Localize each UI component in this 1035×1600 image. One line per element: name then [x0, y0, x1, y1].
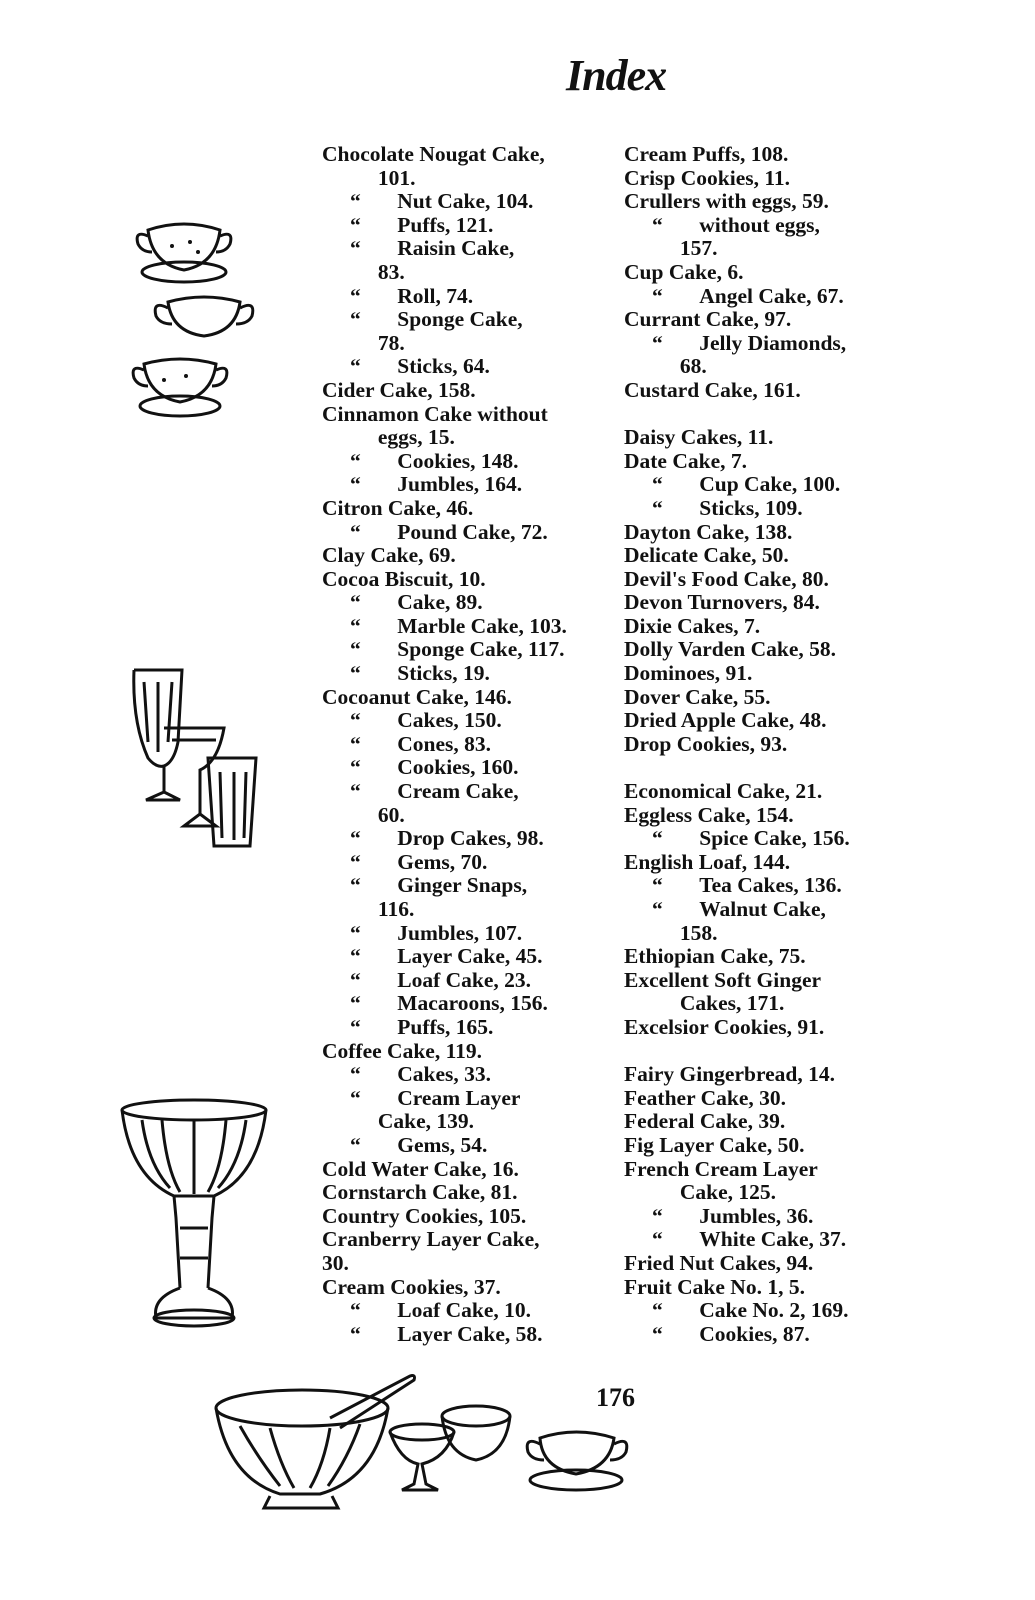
index-entry: [624, 1228, 904, 1252]
index-entry: [624, 355, 904, 379]
index-entry-text: 60.: [377, 802, 405, 827]
ditto-mark: “: [651, 212, 663, 237]
ditto-mark: “: [349, 873, 361, 898]
index-entry: [624, 1276, 904, 1300]
ditto-mark: “: [349, 236, 361, 261]
ditto-mark: “: [349, 731, 361, 756]
index-column-right: [624, 143, 904, 1346]
index-entry-text: Citron Cake, 46.: [322, 495, 474, 520]
index-entry-text: Jumbles, 36.: [699, 1203, 814, 1228]
index-entry-text: Date Cake, 7.: [624, 448, 748, 473]
ditto-mark: “: [349, 189, 361, 214]
index-entry: [624, 426, 904, 450]
index-entry: [624, 1299, 904, 1323]
index-entry-text: Cinnamon Cake without: [322, 401, 548, 426]
index-entry: [322, 1040, 602, 1064]
index-entry-text: Macaroons, 156.: [397, 991, 548, 1016]
index-entry-text: Custard Cake, 161.: [624, 377, 801, 402]
index-entry: [322, 308, 602, 332]
ditto-mark: “: [651, 472, 663, 497]
index-entry-text: Roll, 74.: [397, 283, 474, 308]
bowl-and-cups-illustration: [210, 1368, 640, 1516]
index-entry: [322, 450, 602, 474]
index-entry: [624, 308, 904, 332]
ditto-mark: “: [349, 1298, 361, 1323]
index-entry: [624, 874, 904, 898]
index-entry-text: Dover Cake, 55.: [624, 684, 771, 709]
index-entry-text: 101.: [377, 165, 416, 190]
ditto-mark: “: [349, 519, 361, 544]
ditto-mark: “: [349, 590, 361, 615]
index-entry: [624, 1158, 904, 1182]
index-entry-text: Angel Cake, 67.: [699, 283, 844, 308]
index-entry-text: Crisp Cookies, 11.: [624, 165, 791, 190]
index-entry-text: Drop Cookies, 93.: [624, 731, 788, 756]
index-entry: [624, 615, 904, 639]
index-entry: [624, 190, 904, 214]
index-entry: [624, 969, 904, 993]
index-entry: [322, 1016, 602, 1040]
index-entry-text: Jumbles, 107.: [397, 920, 523, 945]
index-entry-text: 83.: [377, 259, 405, 284]
ditto-mark: “: [651, 1298, 663, 1323]
index-entry: [322, 638, 602, 662]
index-entry-text: 30.: [322, 1250, 349, 1275]
ditto-mark: “: [349, 826, 361, 851]
index-entry: [624, 1181, 904, 1205]
ditto-mark: “: [349, 1062, 361, 1087]
index-entry-text: Puffs, 121.: [397, 212, 494, 237]
index-entry: [322, 733, 602, 757]
index-entry: [322, 874, 602, 898]
index-entry-text: Marble Cake, 103.: [397, 613, 567, 638]
index-entry-text: Cookies, 87.: [699, 1321, 810, 1346]
index-entry-text: Gems, 54.: [397, 1132, 488, 1157]
ditto-mark: “: [651, 1203, 663, 1228]
index-entry: [322, 237, 602, 261]
index-entry: [624, 945, 904, 969]
index-entry: [624, 992, 904, 1016]
index-entry: [322, 969, 602, 993]
index-entry-text: Cream Cookies, 37.: [322, 1274, 501, 1299]
index-entry-text: Economical Cake, 21.: [624, 779, 823, 804]
index-entry: [322, 332, 602, 356]
index-entry-text: Jelly Diamonds,: [699, 330, 847, 355]
letter-section-gap: [624, 756, 904, 780]
index-entry: [322, 1181, 602, 1205]
index-entry-text: Fried Nut Cakes, 94.: [624, 1250, 814, 1275]
teacups-illustration: [128, 212, 268, 437]
index-entry-text: Drop Cakes, 98.: [397, 826, 544, 851]
index-entry: [624, 285, 904, 309]
index-entry-text: 158.: [679, 920, 718, 945]
ditto-mark: “: [349, 613, 361, 638]
index-entry-text: Fairy Gingerbread, 14.: [624, 1062, 836, 1087]
ditto-mark: “: [349, 1014, 361, 1039]
letter-section-gap: [624, 403, 904, 427]
index-entry: [624, 1016, 904, 1040]
ditto-mark: “: [651, 330, 663, 355]
index-entry: [624, 591, 904, 615]
index-entry-text: Dried Apple Cake, 48.: [624, 708, 827, 733]
index-entry: [322, 827, 602, 851]
index-entry: [624, 544, 904, 568]
index-entry: [322, 1087, 602, 1111]
ditto-mark: “: [349, 212, 361, 237]
index-entry-text: Dixie Cakes, 7.: [624, 613, 761, 638]
index-entry-text: Jumbles, 164.: [397, 472, 523, 497]
index-entry-text: Sticks, 19.: [397, 661, 490, 686]
index-entry-text: Devil's Food Cake, 80.: [624, 566, 829, 591]
ditto-mark: “: [349, 991, 361, 1016]
index-entry: [624, 780, 904, 804]
index-column-left: [322, 143, 602, 1346]
page-title: Index: [566, 51, 667, 100]
index-entry: [624, 898, 904, 922]
ditto-mark: “: [651, 826, 663, 851]
index-entry-text: Chocolate Nougat Cake,: [322, 142, 545, 166]
index-entry-text: Cream Puffs, 108.: [624, 142, 789, 166]
index-entry: [322, 1158, 602, 1182]
index-entry-text: Cold Water Cake, 16.: [322, 1156, 519, 1181]
index-entry: [624, 521, 904, 545]
index-entry: [624, 237, 904, 261]
index-entry: [624, 1087, 904, 1111]
page-number: 176: [596, 1383, 635, 1412]
index-entry-text: Walnut Cake,: [699, 897, 826, 921]
index-entry: [322, 355, 602, 379]
index-entry-text: Coffee Cake, 119.: [322, 1038, 483, 1063]
index-entry: [322, 426, 602, 450]
ditto-mark: “: [651, 283, 663, 308]
index-entry: [322, 780, 602, 804]
index-entry: [322, 1134, 602, 1158]
index-entry-text: Cake, 125.: [679, 1180, 777, 1205]
index-entry: [322, 285, 602, 309]
ditto-mark: “: [349, 849, 361, 874]
index-entry-text: Cakes, 171.: [679, 991, 785, 1016]
index-entry-text: Raisin Cake,: [397, 236, 515, 261]
index-entry-text: without eggs,: [699, 212, 820, 237]
index-entry-text: Daisy Cakes, 11.: [624, 425, 774, 450]
index-entry-text: Fig Layer Cake, 50.: [624, 1132, 805, 1157]
index-entry: [624, 709, 904, 733]
index-entry-text: Cornstarch Cake, 81.: [322, 1180, 518, 1205]
ditto-mark: “: [349, 1132, 361, 1157]
ditto-mark: “: [349, 661, 361, 686]
index-entry: [624, 450, 904, 474]
index-entry: [624, 379, 904, 403]
index-entry-text: Eggless Cake, 154.: [624, 802, 794, 827]
index-entry-text: White Cake, 37.: [699, 1227, 847, 1252]
index-entry: [322, 143, 602, 167]
index-entry: [322, 1299, 602, 1323]
index-entry: [624, 1205, 904, 1229]
index-entry: [624, 1063, 904, 1087]
index-entry-text: Cakes, 150.: [397, 708, 502, 733]
index-entry-text: Loaf Cake, 10.: [397, 1298, 532, 1323]
ditto-mark: “: [349, 967, 361, 992]
ditto-mark: “: [651, 897, 663, 921]
index-entry: [624, 851, 904, 875]
index-entry-text: Crullers with eggs, 59.: [624, 189, 829, 214]
ditto-mark: “: [349, 637, 361, 662]
ditto-mark: “: [349, 307, 361, 332]
index-entry: [322, 709, 602, 733]
ditto-mark: “: [349, 1085, 361, 1110]
index-entry-text: eggs, 15.: [377, 425, 455, 450]
glassware-illustration: [128, 662, 268, 854]
index-entry: [322, 922, 602, 946]
index-entry-text: Loaf Cake, 23.: [397, 967, 532, 992]
index-entry-text: Puffs, 165.: [397, 1014, 494, 1039]
index-entry-text: Cookies, 148.: [397, 448, 519, 473]
index-entry-text: Delicate Cake, 50.: [624, 543, 789, 568]
index-entry-text: Currant Cake, 97.: [624, 307, 792, 332]
ditto-mark: “: [651, 495, 663, 520]
index-entry-text: Excellent Soft Ginger: [624, 967, 822, 992]
index-entry: [624, 473, 904, 497]
index-entry-text: Cocoa Biscuit, 10.: [322, 566, 486, 591]
index-entry: [624, 922, 904, 946]
index-entry-text: Cream Cake,: [397, 779, 519, 804]
index-entry-text: Dayton Cake, 138.: [624, 519, 793, 544]
index-entry-text: Cake, 89.: [397, 590, 483, 615]
index-entry: [624, 638, 904, 662]
index-entry: [322, 497, 602, 521]
index-entry-text: Devon Turnovers, 84.: [624, 590, 820, 615]
index-entry-text: Cones, 83.: [397, 731, 492, 756]
index-entry: [322, 992, 602, 1016]
ditto-mark: “: [349, 1321, 361, 1346]
index-entry: [624, 143, 904, 167]
index-entry-text: Cider Cake, 158.: [322, 377, 476, 402]
index-entry: [322, 851, 602, 875]
ditto-mark: “: [349, 755, 361, 780]
ditto-mark: “: [349, 472, 361, 497]
index-entry: [322, 473, 602, 497]
ditto-mark: “: [651, 873, 663, 898]
ditto-mark: “: [651, 1321, 663, 1346]
index-entry: [624, 1134, 904, 1158]
index-entry-text: Federal Cake, 39.: [624, 1109, 786, 1134]
letter-section-gap: [624, 1040, 904, 1064]
index-entry: [322, 1323, 602, 1347]
index-entry-text: Clay Cake, 69.: [322, 543, 456, 568]
index-entry-text: Cookies, 160.: [397, 755, 519, 780]
index-entry: [322, 1252, 602, 1276]
index-entry-text: Sponge Cake,: [397, 307, 523, 332]
index-entry-text: Layer Cake, 58.: [397, 1321, 543, 1346]
index-entry-text: Cake, 139.: [377, 1109, 475, 1134]
index-entry: [322, 1110, 602, 1134]
index-entry: [322, 190, 602, 214]
index-entry: [624, 686, 904, 710]
index-entry: [322, 615, 602, 639]
index-entry: [322, 214, 602, 238]
index-entry: [624, 1252, 904, 1276]
index-entry-text: Cocoanut Cake, 146.: [322, 684, 512, 709]
index-entry-text: Fruit Cake No. 1, 5.: [624, 1274, 805, 1299]
index-entry-text: Cup Cake, 6.: [624, 259, 744, 284]
index-entry: [624, 804, 904, 828]
index-entry-text: Country Cookies, 105.: [322, 1203, 527, 1228]
goblet-illustration: [118, 1098, 270, 1330]
index-entry-text: Gems, 70.: [397, 849, 488, 874]
index-entry-text: Ginger Snaps,: [397, 873, 528, 898]
index-entry: [322, 544, 602, 568]
index-entry-text: Dominoes, 91.: [624, 661, 753, 686]
index-entry: [624, 332, 904, 356]
index-entry: [624, 827, 904, 851]
index-entry: [322, 1063, 602, 1087]
index-entry-text: Pound Cake, 72.: [397, 519, 548, 544]
index-entry-text: Excelsior Cookies, 91.: [624, 1014, 825, 1039]
index-entry: [322, 591, 602, 615]
index-entry: [322, 1276, 602, 1300]
index-entry-text: French Cream Layer: [624, 1156, 818, 1181]
index-entry: [322, 261, 602, 285]
index-entry: [624, 167, 904, 191]
ditto-mark: “: [349, 920, 361, 945]
index-entry: [624, 662, 904, 686]
ditto-mark: “: [349, 283, 361, 308]
index-entry-text: Sticks, 109.: [699, 495, 803, 520]
index-entry-text: Cakes, 33.: [397, 1062, 492, 1087]
ditto-mark: “: [349, 354, 361, 379]
index-entry: [624, 1110, 904, 1134]
index-entry-text: Sponge Cake, 117.: [397, 637, 565, 662]
index-entry-text: 78.: [377, 330, 405, 355]
index-entry: [624, 261, 904, 285]
index-entry-text: English Loaf, 144.: [624, 849, 791, 874]
index-entry: [322, 945, 602, 969]
index-entry: [624, 568, 904, 592]
ditto-mark: “: [349, 708, 361, 733]
index-entry: [624, 214, 904, 238]
index-entry-text: Cream Layer: [397, 1085, 521, 1110]
index-entry-text: Tea Cakes, 136.: [699, 873, 842, 898]
index-entry-text: Ethiopian Cake, 75.: [624, 944, 806, 969]
index-entry-text: Dolly Varden Cake, 58.: [624, 637, 837, 662]
ditto-mark: “: [651, 1227, 663, 1252]
index-entry: [322, 1228, 602, 1252]
index-entry: [322, 568, 602, 592]
index-entry: [322, 898, 602, 922]
index-entry-text: Feather Cake, 30.: [624, 1085, 787, 1110]
index-entry-text: Cranberry Layer Cake,: [322, 1227, 540, 1252]
index-entry-text: 68.: [679, 354, 707, 379]
index-entry-text: Nut Cake, 104.: [397, 189, 534, 214]
index-entry: [322, 662, 602, 686]
index-entry: [624, 1323, 904, 1347]
index-entry-text: Layer Cake, 45.: [397, 944, 543, 969]
index-entry-text: 116.: [377, 897, 415, 921]
ditto-mark: “: [349, 448, 361, 473]
index-entry-text: Cup Cake, 100.: [699, 472, 841, 497]
index-entry: [322, 521, 602, 545]
index-entry: [322, 686, 602, 710]
ditto-mark: “: [349, 779, 361, 804]
index-entry-text: Sticks, 64.: [397, 354, 490, 379]
index-entry-text: 157.: [679, 236, 718, 261]
index-entry: [322, 804, 602, 828]
index-entry: [322, 379, 602, 403]
index-entry-text: Cake No. 2, 169.: [699, 1298, 849, 1323]
index-entry: [322, 756, 602, 780]
index-entry: [322, 403, 602, 427]
index-entry: [322, 167, 602, 191]
index-entry: [624, 733, 904, 757]
index-entry: [624, 497, 904, 521]
ditto-mark: “: [349, 944, 361, 969]
index-entry: [322, 1205, 602, 1229]
index-entry-text: Spice Cake, 156.: [699, 826, 850, 851]
